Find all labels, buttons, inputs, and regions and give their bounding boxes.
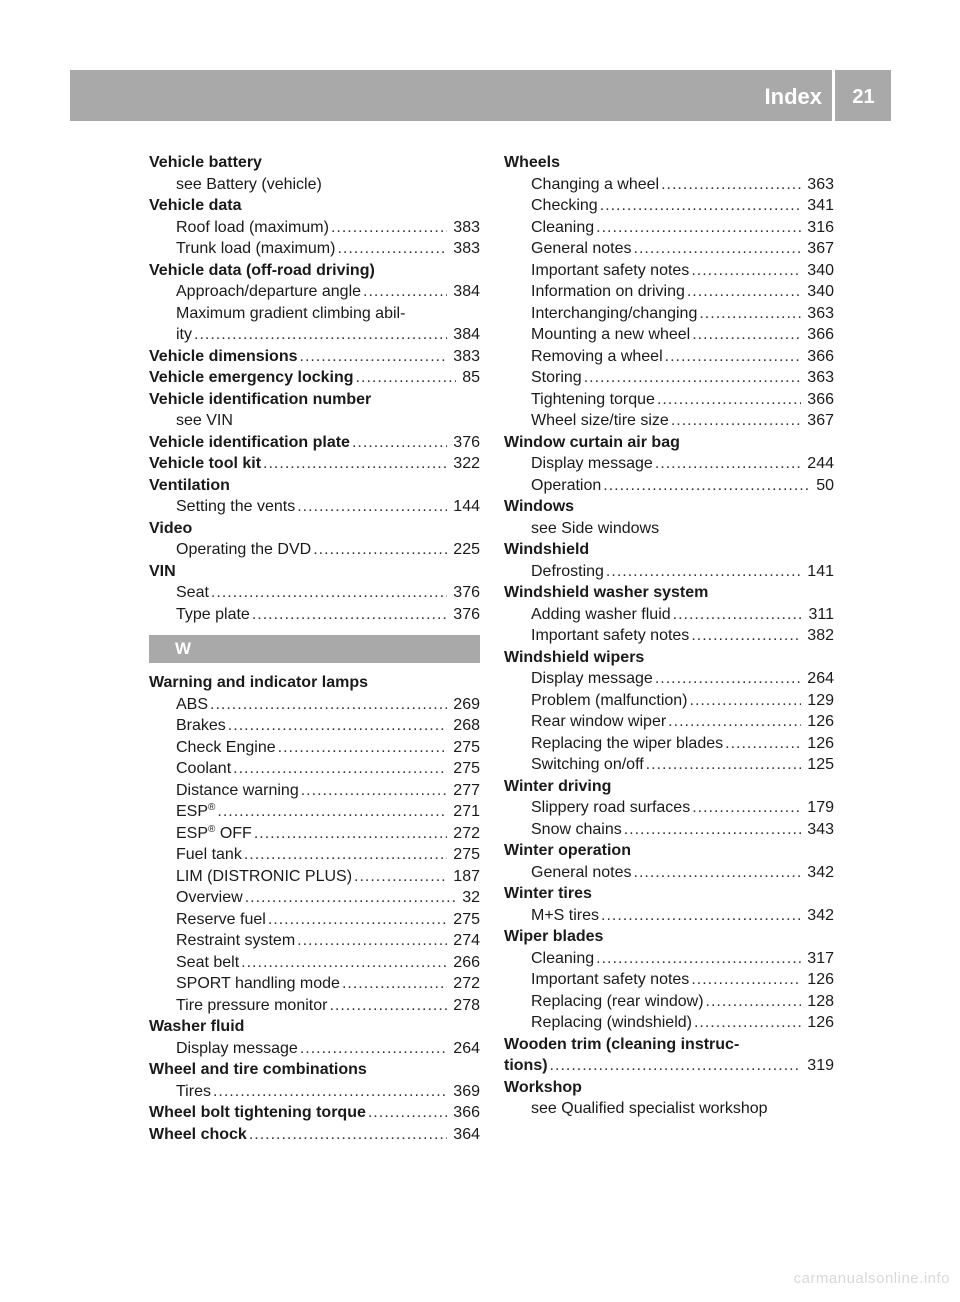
index-subentry bbox=[504, 281, 834, 303]
registered-mark: ® bbox=[208, 802, 216, 813]
entry-label: Interchanging/changing bbox=[531, 304, 698, 322]
index-subentry bbox=[504, 217, 834, 239]
page-ref: 85 bbox=[462, 369, 480, 386]
entry-label: Display message bbox=[176, 1039, 298, 1057]
index-subentry bbox=[149, 582, 480, 604]
entry-label: Adding washer fluid bbox=[531, 605, 671, 623]
index-heading: Winter driving bbox=[504, 777, 612, 795]
entry-label: LIM (DISTRONIC PLUS) bbox=[176, 867, 353, 885]
entry-label: Roof load (maximum) bbox=[176, 218, 329, 236]
index-heading: Vehicle identification number bbox=[149, 390, 372, 408]
page-ref: 383 bbox=[453, 240, 480, 257]
page-ref: 272 bbox=[453, 824, 480, 842]
page-ref: 129 bbox=[807, 691, 834, 709]
page-ref: 363 bbox=[807, 304, 834, 322]
entry-label: Switching on/off bbox=[531, 756, 644, 773]
entry-label: ity bbox=[176, 326, 192, 343]
entry-label: tions) bbox=[504, 1057, 548, 1074]
header-divider bbox=[832, 70, 835, 121]
page-ref: 144 bbox=[453, 498, 480, 515]
index-entry bbox=[149, 346, 480, 368]
entry-label: Mounting a new wheel bbox=[531, 326, 691, 343]
page-ref: 383 bbox=[453, 347, 480, 365]
index-cross-reference: see Side windows bbox=[531, 519, 660, 537]
page-ref: 340 bbox=[807, 261, 834, 279]
entry-label: Changing a wheel bbox=[531, 175, 660, 193]
entry-label: Check Engine bbox=[176, 738, 276, 756]
index-subentry bbox=[149, 952, 480, 974]
page-ref: 275 bbox=[453, 910, 480, 928]
index-subentry bbox=[149, 995, 480, 1017]
page-ref: 126 bbox=[807, 713, 834, 730]
index-heading: Warning and indicator lamps bbox=[149, 674, 368, 691]
entry-label: Overview bbox=[176, 889, 243, 906]
index-subentry bbox=[504, 260, 834, 282]
index-heading: Winter operation bbox=[504, 842, 631, 859]
page-ref: 311 bbox=[808, 605, 834, 623]
entry-label: ABS bbox=[176, 695, 209, 713]
entry-label: Coolant bbox=[176, 760, 232, 777]
entry-label: Replacing (rear window) bbox=[531, 992, 704, 1010]
page-ref: 376 bbox=[453, 433, 480, 451]
index-entry bbox=[504, 1055, 834, 1077]
index-subentry bbox=[149, 694, 480, 716]
entry-label: Wheel chock bbox=[149, 1125, 247, 1143]
page-ref: 376 bbox=[453, 605, 480, 623]
entry-label: Vehicle identification plate bbox=[149, 433, 350, 451]
entry-label: Operation bbox=[531, 476, 602, 494]
entry-label: ESP® bbox=[176, 802, 216, 820]
index-subentry bbox=[149, 930, 480, 952]
page-ref: 383 bbox=[453, 218, 480, 236]
index-subentry bbox=[149, 780, 480, 802]
page-ref: 126 bbox=[807, 734, 834, 752]
entry-label: Rear window wiper bbox=[531, 713, 667, 730]
index-subentry bbox=[149, 496, 480, 518]
index-heading: Wooden trim (cleaning instruc- bbox=[504, 1035, 740, 1053]
index-subentry bbox=[504, 561, 834, 583]
page-ref: 366 bbox=[807, 390, 834, 408]
index-entry bbox=[149, 1124, 480, 1146]
index-subentry bbox=[149, 866, 480, 888]
index-heading: Windows bbox=[504, 498, 575, 515]
index-column-right bbox=[504, 152, 834, 1120]
entry-label: General notes bbox=[531, 863, 632, 881]
index-subentry bbox=[504, 711, 834, 733]
watermark-text: carmanualsonline.info bbox=[793, 1270, 950, 1287]
page-ref: 341 bbox=[807, 197, 834, 214]
page-ref: 316 bbox=[807, 218, 834, 236]
index-entry bbox=[149, 367, 480, 389]
index-heading: Workshop bbox=[504, 1078, 582, 1096]
index-subentry bbox=[504, 754, 834, 776]
index-subentry bbox=[149, 823, 480, 845]
entry-label: Trunk load (maximum) bbox=[176, 240, 336, 257]
page-ref: 187 bbox=[453, 867, 480, 885]
index-subentry bbox=[149, 737, 480, 759]
index-cross-reference: see Battery (vehicle) bbox=[176, 175, 322, 193]
index-subentry bbox=[149, 238, 480, 260]
index-subentry bbox=[504, 690, 834, 712]
entry-label: General notes bbox=[531, 240, 632, 257]
page-ref: 342 bbox=[807, 906, 834, 924]
page-ref: 364 bbox=[453, 1125, 480, 1143]
page-ref: 266 bbox=[453, 953, 480, 971]
page-ref: 322 bbox=[453, 455, 480, 472]
index-heading: Windshield wipers bbox=[504, 648, 645, 666]
index-subentry bbox=[504, 604, 834, 626]
page-ref: 125 bbox=[807, 756, 834, 773]
entry-label: Restraint system bbox=[176, 932, 296, 949]
entry-label: Checking bbox=[531, 197, 598, 214]
entry-label: Approach/departure angle bbox=[176, 283, 362, 300]
page-ref: 369 bbox=[453, 1082, 480, 1100]
index-subentry bbox=[504, 410, 834, 432]
index-subentry bbox=[504, 389, 834, 411]
index-subentry bbox=[504, 905, 834, 927]
entry-label: Brakes bbox=[176, 717, 226, 734]
page-ref: 271 bbox=[453, 803, 480, 820]
index-heading: Wheels bbox=[504, 154, 561, 171]
page-ref: 317 bbox=[807, 949, 834, 967]
index-subentry bbox=[149, 539, 480, 561]
index-subentry bbox=[149, 604, 480, 626]
index-heading: Wiper blades bbox=[504, 928, 604, 945]
index-subentry bbox=[149, 281, 480, 303]
index-entry bbox=[149, 432, 480, 454]
entry-label-line: Maximum gradient climbing abil- bbox=[176, 304, 406, 322]
index-subentry bbox=[149, 1081, 480, 1103]
entry-label: Tightening torque bbox=[531, 390, 655, 408]
index-subentry bbox=[504, 238, 834, 260]
page-ref: 264 bbox=[807, 670, 834, 687]
page-ref: 343 bbox=[807, 820, 834, 838]
index-subentry bbox=[504, 862, 834, 884]
index-subentry bbox=[149, 715, 480, 737]
entry-label: Operating the DVD bbox=[176, 541, 312, 558]
entry-label: Type plate bbox=[176, 605, 250, 623]
entry-label: Removing a wheel bbox=[531, 347, 663, 365]
index-subentry bbox=[149, 758, 480, 780]
index-subentry bbox=[504, 475, 834, 497]
page-ref: 363 bbox=[807, 369, 834, 386]
entry-label: Display message bbox=[531, 670, 653, 687]
page-ref: 367 bbox=[807, 412, 834, 429]
page-ref: 278 bbox=[453, 996, 480, 1014]
index-heading: Window curtain air bag bbox=[504, 433, 680, 451]
index-subentry bbox=[504, 367, 834, 389]
index-heading: Video bbox=[149, 519, 193, 537]
entry-label: Reserve fuel bbox=[176, 910, 266, 928]
page-title: Index bbox=[764, 84, 822, 109]
entry-label: Vehicle tool kit bbox=[149, 455, 262, 472]
page-ref: 50 bbox=[816, 476, 834, 494]
index-subentry bbox=[504, 991, 834, 1013]
section-letter-w: W bbox=[149, 635, 480, 663]
entry-label: Fuel tank bbox=[176, 846, 242, 863]
entry-label: M+S tires bbox=[531, 906, 600, 924]
entry-label: Tire pressure monitor bbox=[176, 996, 328, 1014]
index-heading: Vehicle battery bbox=[149, 154, 262, 171]
entry-label: Vehicle dimensions bbox=[149, 347, 298, 365]
index-subentry bbox=[149, 887, 480, 909]
index-subentry bbox=[504, 625, 834, 647]
entry-label: Important safety notes bbox=[531, 971, 690, 988]
entry-label: Storing bbox=[531, 369, 582, 386]
page-ref: 340 bbox=[807, 283, 834, 300]
index-heading: Winter tires bbox=[504, 885, 592, 902]
page-ref: 275 bbox=[453, 738, 480, 756]
page-ref: 272 bbox=[453, 975, 480, 992]
index-subentry bbox=[504, 797, 834, 819]
page-ref: 319 bbox=[807, 1057, 834, 1074]
index-heading: Windshield washer system bbox=[504, 584, 709, 601]
page-ref: 382 bbox=[807, 627, 834, 644]
page-ref: 264 bbox=[453, 1039, 480, 1057]
entry-label: Wheel bolt tightening torque bbox=[149, 1104, 366, 1121]
entry-label: Important safety notes bbox=[531, 627, 690, 644]
page-ref: 376 bbox=[453, 584, 480, 601]
index-cross-reference: see Qualified specialist workshop bbox=[531, 1100, 768, 1117]
page-ref: 268 bbox=[453, 717, 480, 734]
page-ref: 269 bbox=[453, 695, 480, 713]
index-subentry bbox=[504, 174, 834, 196]
index-subentry bbox=[504, 969, 834, 991]
entry-label: Distance warning bbox=[176, 781, 299, 799]
index-heading: Wheel and tire combinations bbox=[149, 1061, 367, 1078]
entry-label: SPORT handling mode bbox=[176, 975, 340, 992]
page-ref: 126 bbox=[807, 1014, 834, 1031]
index-subentry bbox=[504, 668, 834, 690]
registered-mark: ® bbox=[208, 823, 216, 835]
entry-label: Cleaning bbox=[531, 218, 595, 236]
entry-label: Problem (malfunction) bbox=[531, 691, 688, 709]
page-ref: 363 bbox=[807, 175, 834, 193]
page-ref: 128 bbox=[807, 992, 834, 1010]
page-ref: 366 bbox=[807, 347, 834, 365]
index-subentry bbox=[504, 324, 834, 346]
index-subentry bbox=[149, 973, 480, 995]
entry-label: Tires bbox=[176, 1082, 211, 1100]
index-cross-reference: see VIN bbox=[176, 412, 233, 429]
index-subentry bbox=[504, 1012, 834, 1034]
index-subentry bbox=[149, 217, 480, 239]
index-heading: Washer fluid bbox=[149, 1018, 245, 1035]
entry-label: Information on driving bbox=[531, 283, 685, 300]
index-heading: Ventilation bbox=[149, 476, 230, 494]
index-subentry bbox=[504, 819, 834, 841]
entry-label: ESP® OFF bbox=[176, 823, 252, 842]
page-ref: 275 bbox=[453, 760, 480, 777]
entry-label: Snow chains bbox=[531, 820, 622, 838]
index-heading: VIN bbox=[149, 562, 176, 580]
page-ref: 179 bbox=[807, 799, 834, 816]
index-subentry bbox=[504, 195, 834, 217]
page-ref: 225 bbox=[453, 541, 480, 558]
entry-label: Defrosting bbox=[531, 562, 604, 580]
index-subentry bbox=[504, 346, 834, 368]
page-ref: 366 bbox=[453, 1104, 480, 1121]
index-subentry bbox=[149, 844, 480, 866]
entry-label: Wheel size/tire size bbox=[531, 412, 669, 429]
page-ref: 384 bbox=[453, 283, 480, 300]
index-entry bbox=[149, 1102, 480, 1124]
page-ref: 384 bbox=[453, 326, 480, 343]
index-heading: Vehicle data bbox=[149, 197, 242, 214]
entry-label: Vehicle emergency locking bbox=[149, 369, 354, 386]
entry-label: Seat belt bbox=[176, 953, 240, 971]
entry-label: Slippery road surfaces bbox=[531, 799, 691, 816]
index-subentry bbox=[504, 303, 834, 325]
entry-label: Display message bbox=[531, 455, 653, 472]
page-ref: 244 bbox=[807, 455, 834, 472]
index-entry bbox=[149, 453, 480, 475]
index-subentry bbox=[504, 948, 834, 970]
entry-label: Replacing (windshield) bbox=[531, 1014, 692, 1031]
page-number: 21 bbox=[852, 86, 875, 108]
entry-label: Cleaning bbox=[531, 949, 595, 967]
index-heading: Vehicle data (off-road driving) bbox=[149, 261, 375, 279]
entry-label: Seat bbox=[176, 584, 209, 601]
page-ref: 277 bbox=[453, 781, 480, 799]
page-ref: 274 bbox=[453, 932, 480, 949]
page-ref: 342 bbox=[807, 863, 834, 881]
entry-label: Replacing the wiper blades bbox=[531, 734, 724, 752]
page-ref: 141 bbox=[807, 562, 834, 580]
index-subentry bbox=[149, 324, 480, 346]
page-ref: 126 bbox=[807, 971, 834, 988]
index-subentry bbox=[149, 1038, 480, 1060]
entry-label: Setting the vents bbox=[176, 498, 296, 515]
page-ref: 32 bbox=[462, 889, 480, 906]
index-column-left bbox=[149, 152, 480, 1145]
index-heading: Windshield bbox=[504, 541, 590, 558]
page-ref: 275 bbox=[453, 846, 480, 863]
index-subentry bbox=[504, 733, 834, 755]
index-subentry bbox=[149, 909, 480, 931]
page-ref: 367 bbox=[807, 240, 834, 257]
entry-label: Important safety notes bbox=[531, 261, 690, 279]
index-subentry bbox=[149, 801, 480, 823]
index-subentry bbox=[504, 453, 834, 475]
page-ref: 366 bbox=[807, 326, 834, 343]
